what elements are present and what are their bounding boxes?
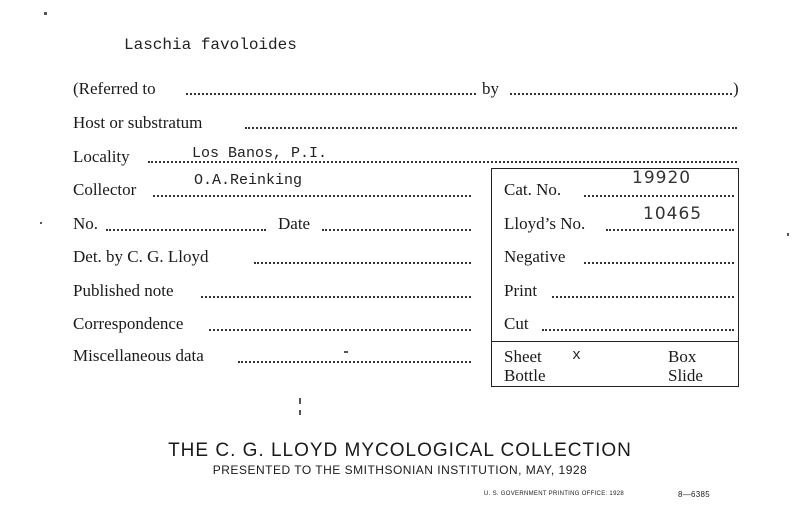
collector-line bbox=[153, 195, 471, 197]
lloyds-no-line bbox=[606, 229, 734, 231]
cat-no-value: 19920 bbox=[632, 168, 692, 188]
published-label: Published note bbox=[73, 281, 174, 300]
scan-speck bbox=[299, 398, 301, 404]
no-line bbox=[106, 229, 266, 231]
print-label: Print bbox=[504, 281, 538, 300]
box-label: Box bbox=[668, 347, 697, 366]
lloyds-no-value: 10465 bbox=[643, 204, 703, 224]
box-divider bbox=[491, 341, 739, 342]
scan-speck bbox=[299, 410, 301, 415]
by-label: by bbox=[482, 79, 499, 98]
det-label: Det. by C. G. Lloyd bbox=[73, 247, 209, 266]
referred-to-line bbox=[186, 93, 476, 95]
collection-subtitle: PRESENTED TO THE SMITHSONIAN INSTITUTION, MAY, 1928 bbox=[212, 463, 588, 477]
no-label: No. bbox=[73, 214, 99, 233]
cat-no-line bbox=[584, 195, 734, 197]
sheet-label: Sheet bbox=[504, 347, 542, 366]
correspondence-line bbox=[209, 329, 471, 331]
scan-speck bbox=[40, 222, 42, 224]
scan-speck bbox=[44, 12, 47, 15]
host-label: Host or substratum bbox=[73, 113, 203, 132]
box-border-right bbox=[738, 168, 739, 386]
misc-line bbox=[238, 361, 471, 363]
cat-no-label: Cat. No. bbox=[504, 180, 562, 199]
collection-title: THE C. G. LLOYD MYCOLOGICAL COLLECTION bbox=[168, 440, 632, 461]
det-line bbox=[254, 262, 471, 264]
date-label: Date bbox=[278, 214, 311, 233]
locality-label: Locality bbox=[73, 147, 130, 166]
negative-label: Negative bbox=[504, 247, 566, 266]
cut-line bbox=[542, 329, 734, 331]
lloyds-no-label: Lloyd’s No. bbox=[504, 214, 586, 233]
scan-speck bbox=[787, 233, 789, 236]
box-border-bottom bbox=[491, 386, 739, 387]
sheet-mark: x bbox=[572, 347, 582, 364]
bottle-label: Bottle bbox=[504, 366, 546, 385]
correspondence-label: Correspondence bbox=[73, 314, 184, 333]
print-line bbox=[552, 296, 734, 298]
host-line bbox=[245, 127, 737, 129]
by-line bbox=[510, 93, 732, 95]
printing-office-note: U. S. GOVERNMENT PRINTING OFFICE: 1928 bbox=[484, 491, 624, 497]
close-paren: ) bbox=[733, 79, 739, 98]
referred-to-label: (Referred to bbox=[73, 79, 156, 98]
cut-label: Cut bbox=[504, 314, 529, 333]
published-line bbox=[201, 296, 471, 298]
species-name: Laschia favoloides bbox=[124, 36, 297, 54]
slide-label: Slide bbox=[668, 366, 703, 385]
form-number: 8—6385 bbox=[678, 490, 711, 499]
scan-speck bbox=[344, 351, 348, 353]
date-line bbox=[322, 229, 471, 231]
negative-line bbox=[584, 262, 734, 264]
box-border-left bbox=[491, 168, 492, 386]
collector-value: O.A.Reinking bbox=[194, 172, 303, 189]
locality-value: Los Banos, P.I. bbox=[192, 145, 328, 162]
collector-label: Collector bbox=[73, 180, 137, 199]
misc-label: Miscellaneous data bbox=[73, 346, 204, 365]
box-border-top bbox=[491, 168, 739, 169]
